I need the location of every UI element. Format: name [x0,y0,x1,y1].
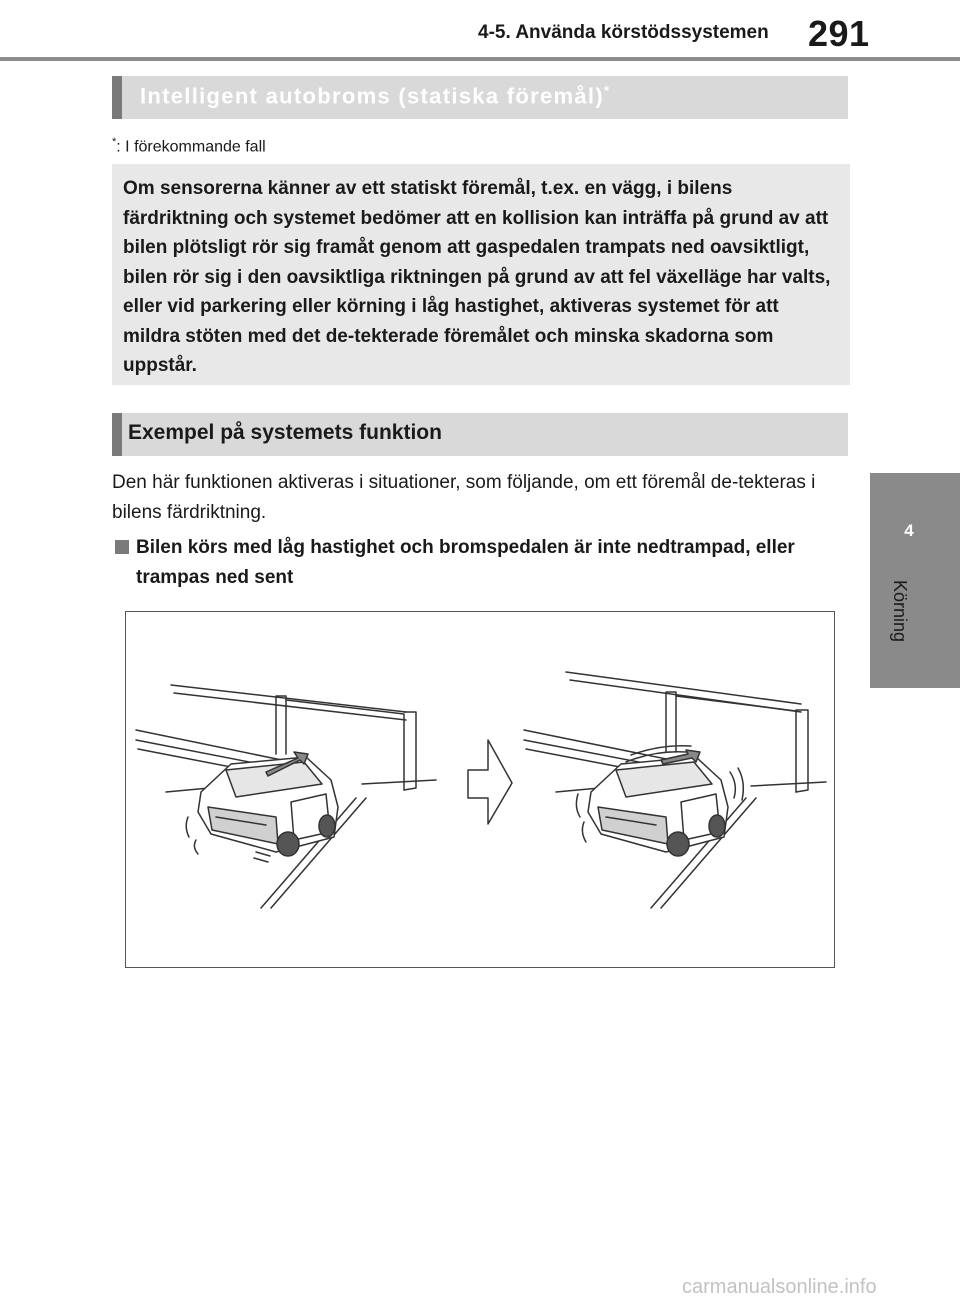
footnote [112,136,266,156]
section-heading-text [140,83,610,109]
chapter-side-tab[interactable] [870,473,960,688]
footnote-marker: * [112,136,117,148]
watermark: carmanualsonline.info [682,1276,877,1298]
summary-box [112,164,850,385]
footnote-text: : I förekommande fall [116,138,266,156]
transition-arrow-icon [468,740,512,824]
intro-paragraph: Den här funktionen aktiveras i situationer, som följande, om ett föremål de-tekteras i bilens färdriktning. [112,472,816,523]
car-front-braked [588,757,728,856]
example-heading [112,413,848,456]
example-heading-text: Exempel på systemets funktion [128,421,442,444]
header-rule [0,57,960,61]
summary-text: Om sensorerna känner av ett statiskt föremål, t.ex. en vägg, i bilens färdriktning och systemet bedömer att en kollision kan inträffa på grund av att bilen plötsligt rör sig framåt genom att gaspedalen trampats ned oavsiktligt, bilen rör sig i den oavsiktliga riktningen på grund av att fel växelläge har valts, eller vid parkering eller körning i låg hastighet, aktiveras systemet för att mildra stöten med det de-tekterade föremålet och minska skadorna som uppstår. [123,178,831,376]
chapter-label: Körning [890,580,910,643]
section-heading-title: Intelligent autobroms (statiska föremål) [140,83,604,109]
bullet-square-icon [115,540,129,554]
illustration-svg [126,612,836,969]
chapter-number: 4 [904,521,914,540]
section-heading-asterisk: * [603,83,611,98]
illustration-frame [125,611,835,968]
page-number: 291 [808,13,870,54]
header-section-title: 4-5. Använda körstödssystemen [478,22,769,43]
section-heading [112,76,848,119]
bullet-heading: Bilen körs med låg hastighet och bromspedalen är inte nedtrampad, eller trampas ned sent [136,537,795,588]
scene-before-braking [136,685,436,908]
scene-after-braking [524,672,826,908]
